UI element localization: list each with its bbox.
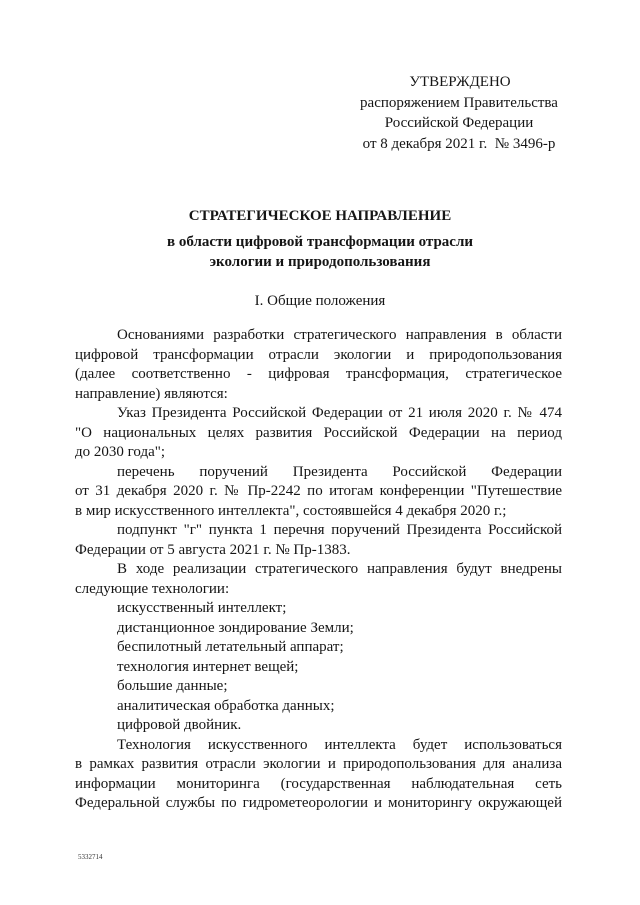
paragraph-grounds [75,326,562,404]
approval-date-number: от 8 декабря 2021 г. № 3496-р [362,135,556,152]
text-line: подпункт "г" пункта 1 перечня поручений Президента Российской [117,522,562,538]
document-title: СТРАТЕГИЧЕСКОЕ НАПРАВЛЕНИЕ [188,208,452,224]
document-code: 5332714 [78,853,103,861]
text-line: цифровой трансформации отрасли экологии и природопользования [75,346,562,363]
text-line: в рамках развития отрасли экологии и природопользования для анализа [75,756,562,772]
list-item: искусственный интеллект; [117,600,287,616]
list-item: аналитическая обработка данных; [117,697,335,714]
text-line: направление) являются: [75,385,228,402]
technology-list [75,599,562,736]
text-line: Федерации от 5 августа 2021 г. № Пр-1383. [75,541,351,558]
text-line: В ходе реализации стратегического направления будут внедрены [117,561,562,577]
text-line: Основаниями разработки стратегического направления в области [117,327,562,343]
paragraph-subclause [75,521,562,560]
text-line: Указ Президента Российской Федерации от 21 июля 2020 г. № 474 [117,405,562,421]
approval-line: распоряжением Правительства [360,94,558,111]
text-line: Технология искусственного интеллекта будет использоваться [117,736,562,753]
subtitle-line: в области цифровой трансформации отрасли [166,234,474,250]
approval-line: Российской Федерации [384,115,534,131]
subtitle-line: экологии и природопользования [209,254,431,270]
paragraph-technologies [75,560,562,599]
paragraph-decree [75,404,562,463]
text-line: (далее соответственно - цифровая трансформация, стратегическое [75,366,562,382]
list-item: дистанционное зондирование Земли; [117,619,354,636]
list-item: большие данные; [117,678,228,694]
paragraph-ai-technology [75,736,562,814]
text-line: информации мониторинга (государственная наблюдательная сеть [75,775,562,792]
document-heading [60,206,580,272]
document-subtitle [60,232,580,272]
text-line: следующие технологии: [75,580,230,597]
paragraph-instructions [75,463,562,522]
text-line: в мир искусственного интеллекта", состоявшейся 4 декабря 2020 г.; [75,502,507,519]
document-body [75,326,562,814]
list-item: цифровой двойник. [117,717,242,733]
list-item: беспилотный летательный аппарат; [117,639,344,655]
approval-stamp: УТВЕРЖДЕНО [409,74,511,90]
text-line: Федеральной службы по гидрометеорологии и мониторингу окружающей [75,795,562,811]
text-line: перечень поручений Президента Российской Федерации [117,463,562,480]
text-line: "О национальных целях развития Российской Федерации на период [75,424,562,441]
text-line: до 2030 года"; [75,444,166,460]
approval-block [349,72,569,154]
list-item: технология интернет вещей; [117,658,299,675]
text-line: от 31 декабря 2020 г. № Пр-2242 по итогам конференции "Путешествие [75,483,562,499]
section-title: I. Общие положения [254,293,386,309]
